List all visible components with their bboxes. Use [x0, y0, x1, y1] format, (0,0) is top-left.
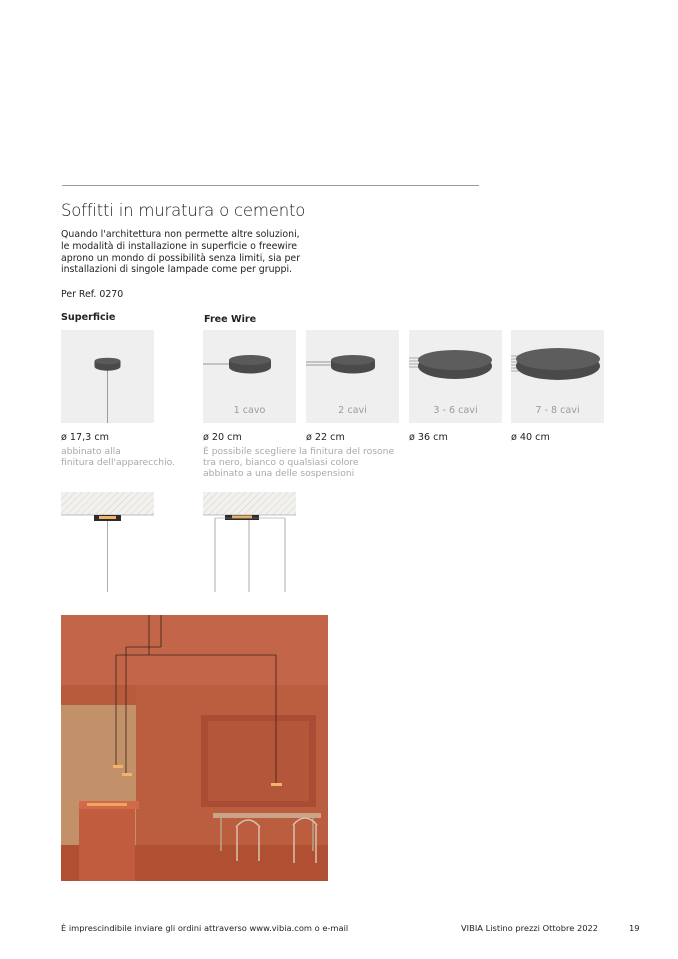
superficie-installation-diagram: [61, 492, 155, 592]
freewire-tile-2: [306, 330, 399, 423]
freewire-installation-diagram: [203, 492, 297, 592]
option-label: 2 cavi: [338, 405, 367, 416]
note-line: abbinato alla: [61, 446, 121, 457]
interior-photo: [61, 615, 328, 881]
freewire-note: [203, 446, 394, 479]
note-line: tra nero, bianco o qualsiasi colore: [203, 457, 359, 468]
intro-line: aprono un mondo di possibilità senza limiti, sia per: [61, 252, 301, 264]
option-size: ø 20 cm: [203, 432, 242, 443]
freewire-tile-4: [511, 330, 604, 423]
page-number: 19: [629, 923, 640, 933]
intro-line: installazioni di singole lampade come per gruppi.: [61, 264, 293, 276]
freewire-heading: Free Wire: [204, 314, 257, 325]
freewire-tile-1: [203, 330, 296, 423]
note-line: È possibile scegliere la finitura del rosone: [203, 446, 395, 457]
superficie-tile: [61, 330, 154, 423]
section-divider: [62, 185, 479, 186]
option-size: ø 22 cm: [306, 432, 345, 443]
option-size: ø 40 cm: [511, 432, 550, 443]
superficie-heading: Superficie: [61, 312, 116, 323]
superficie-note: [61, 446, 175, 468]
option-label: 7 - 8 cavi: [535, 405, 580, 416]
superficie-size: ø 17,3 cm: [61, 432, 109, 443]
option-label: 3 - 6 cavi: [433, 405, 478, 416]
intro-line: Quando l'architettura non permette altre soluzioni,: [61, 229, 300, 240]
footer-pricelist: VIBIA Listino prezzi Ottobre 2022: [461, 923, 599, 933]
reference-label: Per Ref. 0270: [61, 289, 124, 300]
note-line: finitura dell'apparecchio.: [61, 457, 176, 468]
footer-order-notice: È imprescindibile inviare gli ordini attraverso www.vibia.com o e-mail: [61, 923, 349, 933]
option-size: ø 36 cm: [409, 432, 448, 443]
superficie-rosette-image: [61, 330, 154, 423]
section-title: Soffitti in muratura o cemento: [61, 201, 306, 220]
freewire-tile-3: [409, 330, 502, 423]
note-line: abbinato a una delle sospensioni: [203, 468, 355, 479]
intro-paragraph: [61, 229, 301, 276]
intro-line: le modalità di installazione in superficie o freewire: [61, 240, 298, 252]
option-label: 1 cavo: [233, 405, 266, 416]
terracotta-dining-room-image: [61, 615, 328, 881]
